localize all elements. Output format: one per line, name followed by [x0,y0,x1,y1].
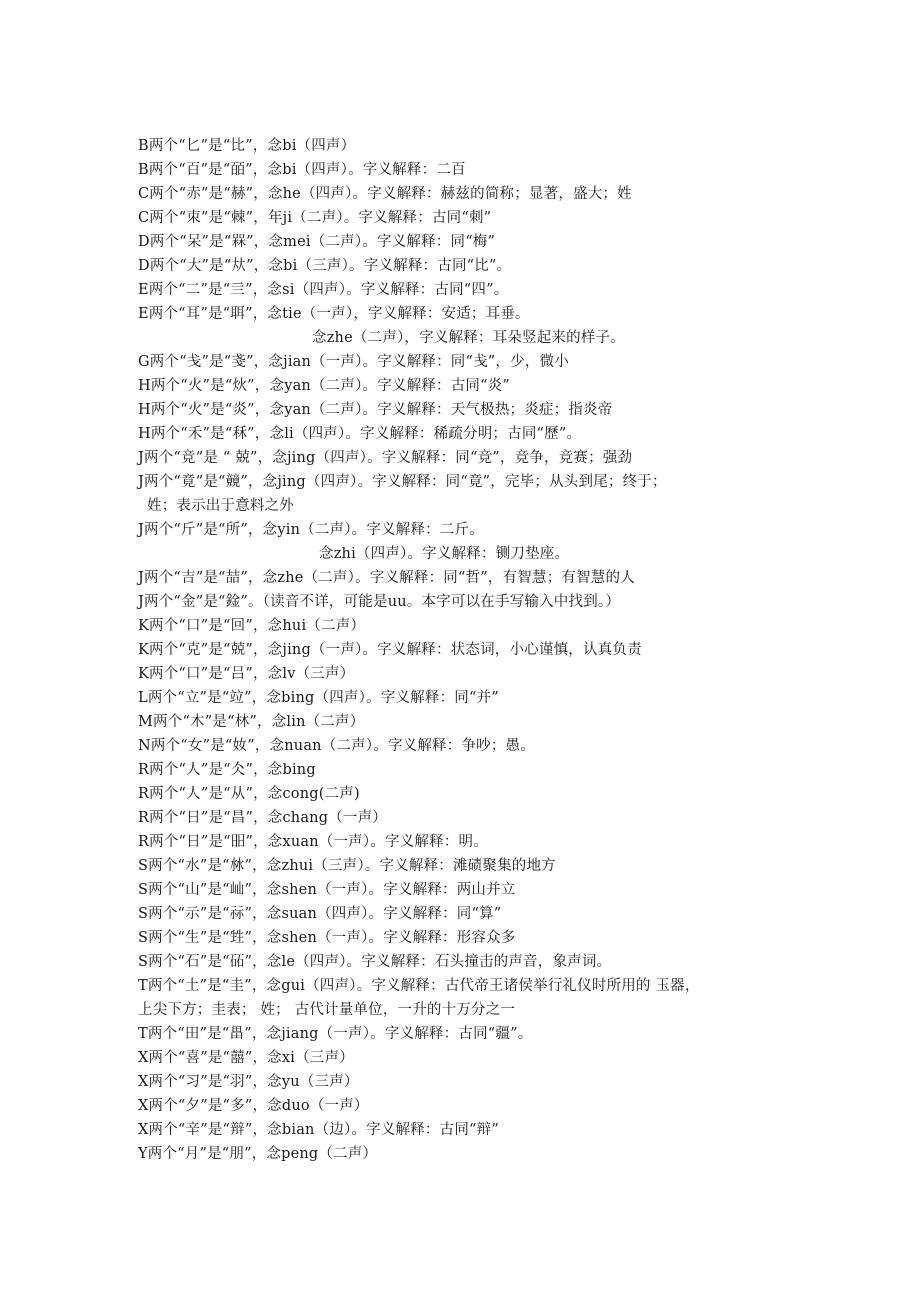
document-body [138,134,798,1166]
text-line: K两个“口”是“吕”，念lv（三声） [138,666,355,682]
text-line: K两个“口”是“回”，念hui（二声） [138,618,366,634]
text-line: C两个“朿”是“棘”，年ji（二声）。字义解释：古同“刺” [138,210,492,226]
text-line: B两个“匕”是“比”，念bi（四声） [138,138,356,154]
text-line: S两个“石”是“砳”，念le（四声）。字义解释：石头撞击的声音，象声词。 [138,954,612,970]
text-line: R两个“日”是“昍”，念xuan（一声）。字义解释：明。 [138,834,488,850]
text-line: T两个“田”是“畕”，念jiang（一声）。字义解释：古同“疆”。 [138,1026,533,1042]
text-line: E两个“耳”是“聑”，念tie（一声），字义解释：安适；耳垂。 [138,306,530,322]
text-line: J两个“竟”是“竸”，念jing（四声）。字义解释：同“竟”，完毕；从头到尾；终于； [138,474,667,490]
text-line: S两个“生”是“甡”，念shen（一声）。字义解释：形容众多 [138,930,516,946]
text-line: X两个“夕”是“多”，念duo（一声） [138,1098,369,1114]
text-line: H两个“火”是“炎”，念yan（二声）。字义解释：天气极热；炎症；指炎帝 [138,402,613,418]
text-line: R两个“人”是“仌”，念bing [138,762,316,778]
text-line: J两个“金”是“鍂”。（读音不详，可能是uu。本字可以在手写输入中找到。） [138,594,621,610]
text-line: D两个“大”是“夶”，念bi（三声）。字义解释：古同“比”。 [138,258,512,274]
text-line: C两个“赤”是“赫”，念he（四声）。字义解释：赫兹的简称；显著，盛大；姓 [138,186,632,202]
text-line: 念zhe（二声），字义解释：耳朵竖起来的样子。 [312,330,625,346]
text-line: S两个“水”是“沝”，念zhui（三声）。字义解释：滩碛聚集的地方 [138,858,556,874]
text-line: N两个“女”是“奻”，念nuan（二声）。字义解释：争吵；愚。 [138,738,535,754]
text-line: T两个“土”是“圭”，念gui（四声）。字义解释：古代帝王诸侯举行礼仪时所用的 玉器， [138,978,700,994]
text-line: R两个“日”是“昌”，念chang（一声） [138,810,387,826]
text-line: E两个“二”是“亖”，念si（四声）。字义解释：古同“四”。 [138,282,509,298]
text-line: X两个“喜”是“囍”，念xi（三声） [138,1050,354,1066]
text-line: K两个“克”是“兢”，念jing（一声）。字义解释：状态词，小心谨慎，认真负责 [138,642,642,658]
text-line: L两个“立”是“竝”，念bing（四声）。字义解释：同“并” [138,690,499,706]
text-line: J两个“竞”是 “ 兢”，念jing（四声）。字义解释：同“竞”，竞争，竞赛；强劲 [138,450,633,466]
text-line: J两个“吉”是“喆”，念zhe（二声）。字义解释：同“哲”，有智慧；有智慧的人 [138,570,635,586]
text-line: G两个“戋”是“戔”，念jian（一声）。字义解释：同“戋”，少，微小 [138,354,569,370]
text-line: 姓；表示出于意料之外 [147,498,294,514]
text-line: Y两个“月”是“朋”，念peng（二声） [138,1146,378,1162]
text-line: B两个“百”是“皕”，念bi（四声）。字义解释：二百 [138,162,466,178]
text-line: D两个“呆”是“槑”，念mei（二声）。字义解释：同“梅” [138,234,496,250]
text-line: R两个“人”是“从”，念cong(二声) [138,786,360,802]
text-line: H两个“禾”是“秝”，念li（四声）。字义解释：稀疏分明；古同“歷”。 [138,426,582,442]
text-line: 念zhi（四声）。字义解释：铡刀垫座。 [319,546,570,562]
text-line: 上尖下方；圭表； 姓； 古代计量单位，一升的十万分之一 [138,1002,516,1018]
text-line: S两个“示”是“祘”，念suan（四声）。字义解释：同“算” [138,906,502,922]
text-line: S两个“山”是“屾”，念shen（一声）。字义解释：两山并立 [138,882,516,898]
text-line: X两个“辛”是“辩”，念bian（边）。字义解释：古同“辩” [138,1122,499,1138]
text-line: H两个“火”是“炏”，念yan（二声）。字义解释：古同“炎” [138,378,511,394]
text-line: J两个“斤”是“所”，念yin（二声）。字义解释：二斤。 [138,522,484,538]
text-line: M两个“木”是“林”，念lin（二声） [138,714,365,730]
text-line: X两个“习”是“羽”，念yu（三声） [138,1074,359,1090]
